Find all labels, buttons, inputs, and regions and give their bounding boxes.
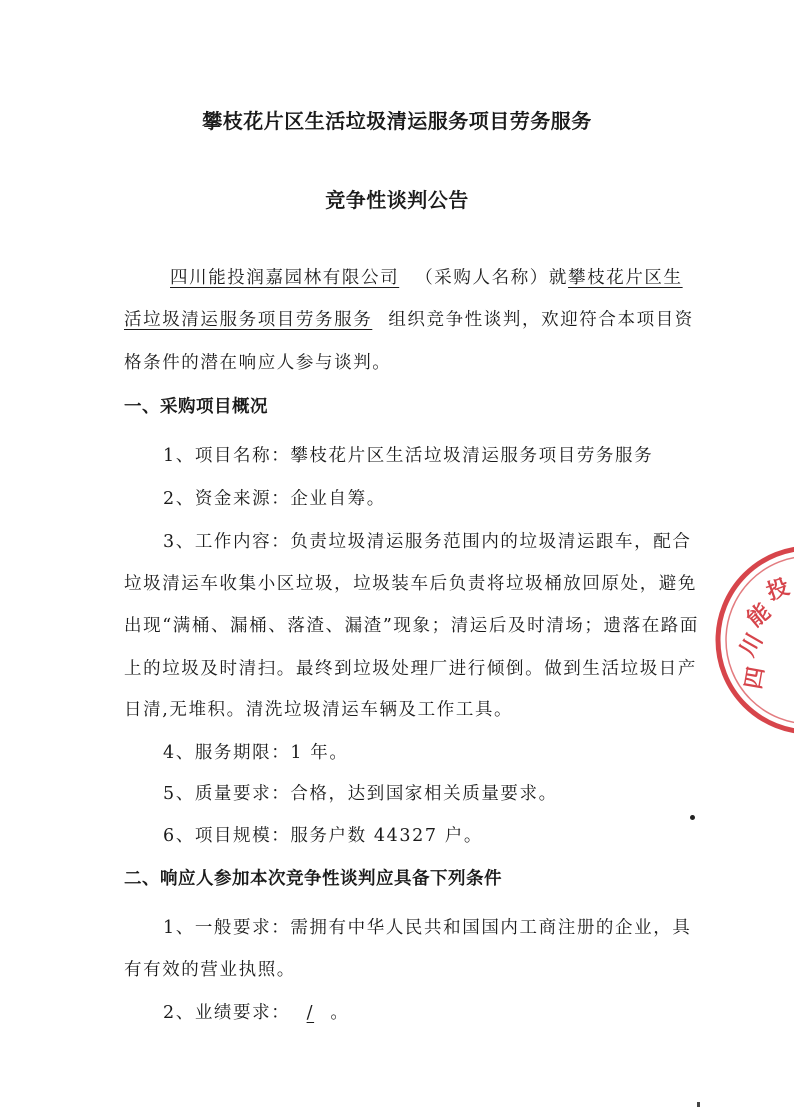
section1-item3-line4: 上的垃圾及时清扫。最终到垃圾处理厂进行倾倒。做到生活垃圾日产 [124,659,697,679]
svg-text:投: 投 [763,574,793,606]
svg-text:四: 四 [741,665,770,692]
section1-item4: 4、服务期限：1 年。 [163,743,349,763]
performance-end: 。 [330,1003,350,1023]
svg-text:能: 能 [742,599,776,633]
section1-item1: 1、项目名称：攀枝花片区生活垃圾清运服务项目劳务服务 [163,446,654,466]
section1-item6: 6、项目规模：服务户数 44327 户。 [163,826,483,846]
document-subtitle: 竞争性谈判公告 [325,188,469,212]
purchaser-name: 四川能投润嘉园林有限公司 [170,268,400,288]
intro-line-1 [170,264,730,289]
section1-item2: 2、资金来源：企业自筹。 [163,489,386,509]
section1-item3-line3: 出现“满桶、漏桶、落渣、漏渣”现象；清运后及时清场；遗落在路面 [124,616,699,636]
svg-text:川: 川 [735,629,769,661]
document-title: 攀枝花片区生活垃圾清运服务项目劳务服务 [202,109,592,133]
section2-item1-line2: 有有效的营业执照。 [124,960,296,980]
intro-line-2 [124,306,694,331]
project-name-part1: 攀枝花片区生 [568,268,683,288]
intro-text: 组织竞争性谈判，欢迎符合本项目资 [388,310,694,330]
performance-label: 2、业绩要求： [163,1003,291,1023]
performance-value: / [306,1003,315,1023]
scan-mark [697,1102,700,1107]
section1-item3-line1: 3、工作内容：负责垃圾清运服务范围内的垃圾清运跟车，配合 [163,532,692,552]
section2-heading: 二、响应人参加本次竞争性谈判应具备下列条件 [124,869,502,889]
section1-item3-line5: 日清,无堆积。清洗垃圾清运车辆及工作工具。 [124,700,514,720]
section1-item5: 5、质量要求：合格，达到国家相关质量要求。 [163,784,558,804]
section2-item1-line1: 1、一般要求：需拥有中华人民共和国国内工商注册的企业，具 [163,918,692,938]
section2-item2 [163,999,723,1024]
purchaser-note: （采购人名称）就 [415,268,569,288]
project-name-part2: 活垃圾清运服务项目劳务服务 [124,310,373,330]
section1-item3-line2: 垃圾清运车收集小区垃圾，垃圾装车后负责将垃圾桶放回原处，避免 [124,574,697,594]
ink-dot [690,815,695,820]
section1-heading: 一、采购项目概况 [124,397,268,417]
intro-line-3: 格条件的潜在响应人参与谈判。 [124,353,392,373]
company-seal [700,540,794,740]
